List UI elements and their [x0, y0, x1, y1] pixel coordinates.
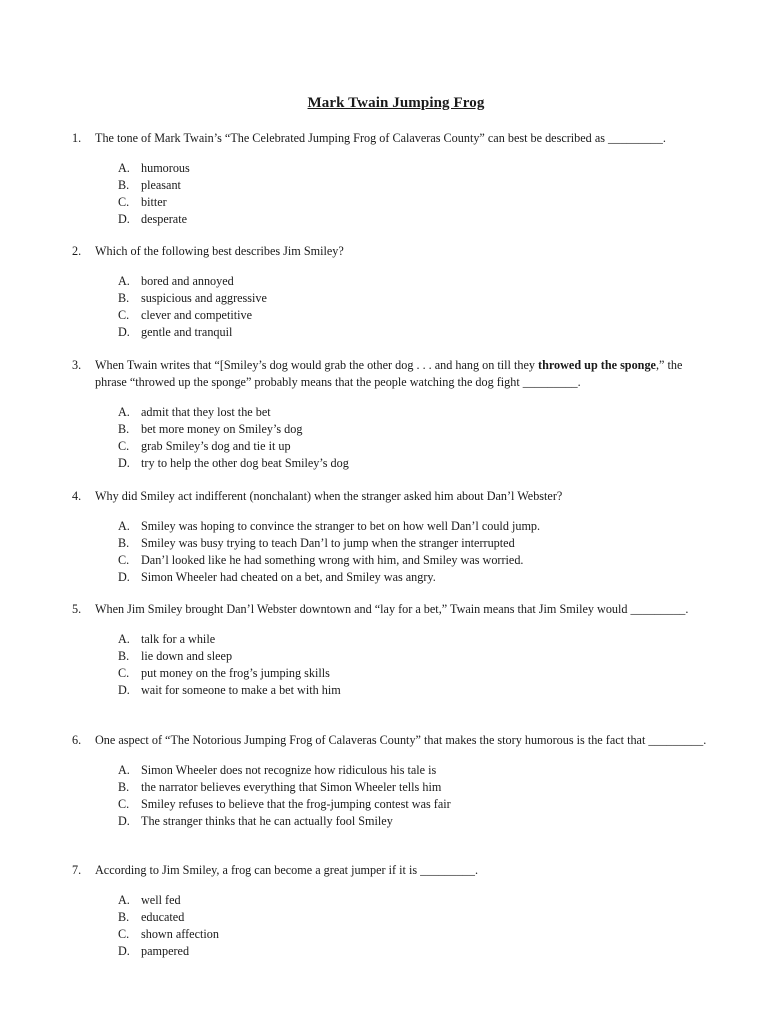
question-number: 7. [72, 863, 82, 877]
answer-choice [118, 909, 712, 926]
answer-choice [118, 160, 712, 177]
choice-text: well fed [141, 893, 181, 907]
choice-letter: B. [118, 910, 130, 924]
answer-choice [118, 438, 712, 455]
answer-choice [118, 307, 712, 324]
choice-text: bored and annoyed [141, 274, 234, 288]
answer-choice [118, 421, 712, 438]
question-text-part: ,” the phrase “throwed up the sponge” probably means that the people watching the dog fight _________. [95, 358, 683, 389]
question-text-part: One aspect of “The Notorious Jumping Frog of Calaveras County” that makes the story humorous is the fact that _________. [95, 733, 707, 747]
answer-choice [118, 892, 712, 909]
choice-text: Simon Wheeler does not recognize how ridiculous his tale is [141, 763, 437, 777]
answer-choices [118, 762, 712, 830]
choice-letter: D. [118, 570, 130, 584]
choice-text: grab Smiley’s dog and tie it up [141, 439, 291, 453]
question-number: 1. [72, 131, 82, 145]
question-text [95, 488, 712, 505]
answer-choice [118, 535, 712, 552]
answer-choice [118, 273, 712, 290]
choice-text: try to help the other dog beat Smiley’s dog [141, 456, 349, 470]
question-7 [72, 862, 712, 972]
choice-letter: A. [118, 763, 130, 777]
choice-text: pampered [141, 944, 190, 958]
choice-letter: D. [118, 683, 130, 697]
answer-choices [118, 518, 712, 586]
question-4 [72, 488, 712, 598]
question-number: 5. [72, 602, 82, 616]
question-text-part: According to Jim Smiley, a frog can become a great jumper if it is _________. [95, 863, 479, 877]
choice-text: gentle and tranquil [141, 325, 233, 339]
choice-text: talk for a while [141, 632, 216, 646]
answer-choice [118, 177, 712, 194]
choice-letter: C. [118, 308, 130, 322]
choice-text: bet more money on Smiley’s dog [141, 422, 303, 436]
answer-choice [118, 796, 712, 813]
choice-letter: A. [118, 405, 130, 419]
answer-choices [118, 631, 712, 699]
answer-choices [118, 273, 712, 341]
answer-choice [118, 290, 712, 307]
choice-text: Smiley was hoping to convince the stranger to bet on how well Dan’l could jump. [141, 519, 541, 533]
answer-choice [118, 648, 712, 665]
answer-choice [118, 943, 712, 960]
choice-text: clever and competitive [141, 308, 252, 322]
answer-choice [118, 518, 712, 535]
question-number: 3. [72, 358, 82, 372]
choice-letter: B. [118, 291, 130, 305]
answer-choice [118, 813, 712, 830]
question-text-part: The tone of Mark Twain’s “The Celebrated Jumping Frog of Calaveras County” can best be described as _________. [95, 131, 666, 145]
question-text-part: Which of the following best describes Jim Smiley? [95, 244, 344, 258]
choice-text: put money on the frog’s jumping skills [141, 666, 330, 680]
choice-text: bitter [141, 195, 167, 209]
question-text [95, 130, 712, 147]
choice-text: Simon Wheeler had cheated on a bet, and Smiley was angry. [141, 570, 436, 584]
choice-text: wait for someone to make a bet with him [141, 683, 341, 697]
choice-letter: C. [118, 927, 130, 941]
choice-text: educated [141, 910, 185, 924]
question-number: 4. [72, 489, 82, 503]
answer-choice [118, 631, 712, 648]
question-text-part: When Twain writes that “[Smiley’s dog would grab the other dog . . . and hang on till they [95, 358, 539, 372]
choice-letter: A. [118, 632, 130, 646]
answer-choice [118, 211, 712, 228]
question-text [95, 601, 712, 618]
question-1 [72, 130, 712, 240]
question-text-part: Why did Smiley act indifferent (nonchalant) when the stranger asked him about Dan’l Webster? [95, 489, 563, 503]
question-text-emphasis: throwed up the sponge [538, 358, 656, 372]
choice-text: humorous [141, 161, 190, 175]
choice-letter: C. [118, 195, 130, 209]
choice-letter: B. [118, 536, 130, 550]
choice-text: admit that they lost the bet [141, 405, 271, 419]
question-text [95, 243, 712, 260]
choice-text: pleasant [141, 178, 181, 192]
choice-letter: B. [118, 178, 130, 192]
answer-choice [118, 926, 712, 943]
choice-letter: C. [118, 797, 130, 811]
question-text [95, 357, 712, 391]
choice-text: lie down and sleep [141, 649, 233, 663]
choice-letter: D. [118, 212, 130, 226]
question-6 [72, 732, 712, 842]
question-2 [72, 243, 712, 353]
answer-choice [118, 762, 712, 779]
choice-letter: D. [118, 325, 130, 339]
answer-choice [118, 324, 712, 341]
choice-letter: C. [118, 553, 130, 567]
answer-choice [118, 779, 712, 796]
choice-letter: D. [118, 814, 130, 828]
answer-choices [118, 892, 712, 960]
question-number: 6. [72, 733, 82, 747]
choice-letter: D. [118, 456, 130, 470]
choice-text: Dan’l looked like he had something wrong with him, and Smiley was worried. [141, 553, 524, 567]
choice-letter: A. [118, 274, 130, 288]
choice-text: shown affection [141, 927, 219, 941]
question-text-part: When Jim Smiley brought Dan’l Webster downtown and “lay for a bet,” Twain means that Jim Smiley would _________. [95, 602, 689, 616]
question-3 [72, 357, 712, 484]
choice-letter: D. [118, 944, 130, 958]
answer-choice [118, 665, 712, 682]
choice-letter: C. [118, 666, 130, 680]
choice-text: Smiley was busy trying to teach Dan’l to jump when the stranger interrupted [141, 536, 515, 550]
choice-text: Smiley refuses to believe that the frog-jumping contest was fair [141, 797, 451, 811]
choice-text: The stranger thinks that he can actually fool Smiley [141, 814, 393, 828]
answer-choices [118, 160, 712, 228]
answer-choice [118, 194, 712, 211]
answer-choice [118, 569, 712, 586]
choice-letter: A. [118, 893, 130, 907]
choice-letter: C. [118, 439, 130, 453]
choice-letter: B. [118, 780, 130, 794]
answer-choices [118, 404, 712, 472]
choice-letter: A. [118, 519, 130, 533]
question-text [95, 862, 712, 879]
choice-letter: A. [118, 161, 130, 175]
question-number: 2. [72, 244, 82, 258]
choice-text: suspicious and aggressive [141, 291, 267, 305]
page-title: Mark Twain Jumping Frog [307, 95, 485, 111]
choice-text: the narrator believes everything that Simon Wheeler tells him [141, 780, 442, 794]
question-5 [72, 601, 712, 711]
answer-choice [118, 455, 712, 472]
question-text [95, 732, 712, 749]
choice-letter: B. [118, 422, 130, 436]
answer-choice [118, 682, 712, 699]
answer-choice [118, 404, 712, 421]
choice-text: desperate [141, 212, 188, 226]
answer-choice [118, 552, 712, 569]
choice-letter: B. [118, 649, 130, 663]
